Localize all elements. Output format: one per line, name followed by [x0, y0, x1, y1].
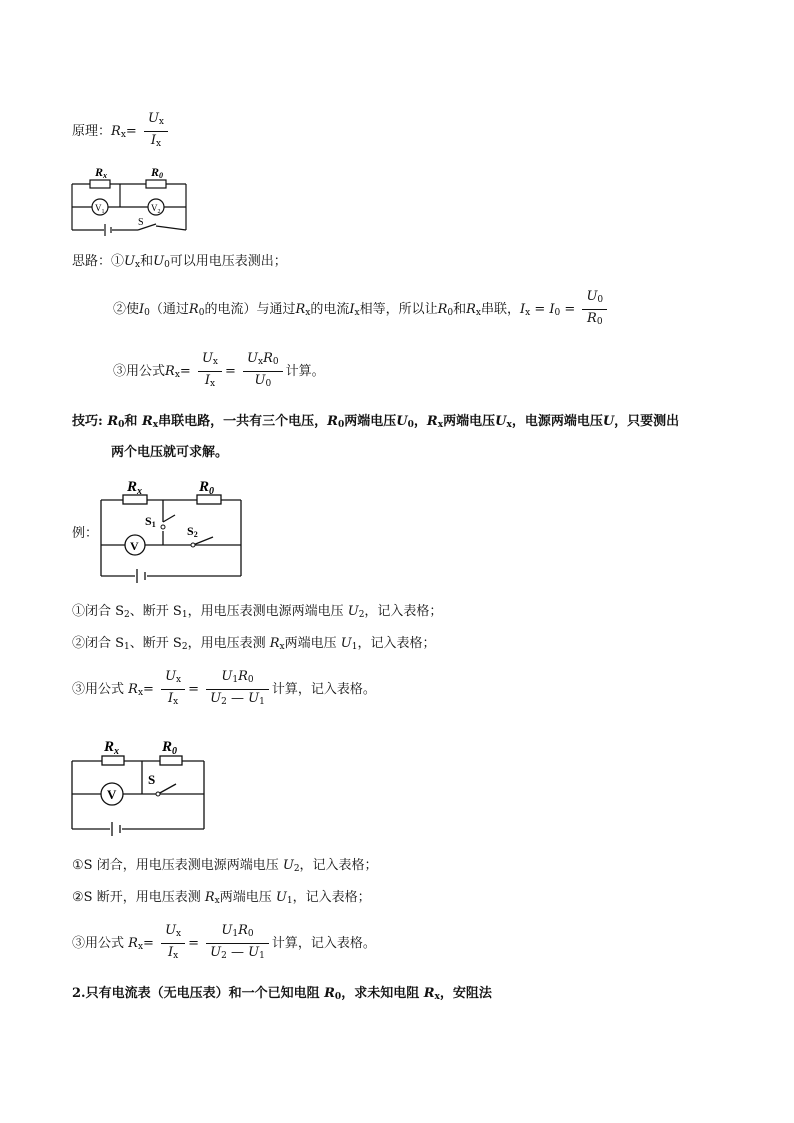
- resistor-rx: [102, 756, 124, 765]
- idea-step-1: 思路：$①U_x$和$U_0$可以用电压表测出；: [72, 254, 287, 270]
- idea-step-2: ②使$I_0$（通过$R_0$的电流）与通过$R_x$的电流$I_x$相等，所以让$R_0$和$R_x$串联，$I_x = I_0$ = $\frac{U_0}{R_0}$: [113, 288, 610, 331]
- circuit-diagram-3: [66, 734, 211, 836]
- section-2-heading: 2.只有电流表（无电压表）和一个已知电阻 $R_0$，求未知电阻 $R_x$，安阻法: [72, 986, 492, 1002]
- resistor-r0: [160, 756, 182, 765]
- idea-step-3: ③用公式$R_x=$ $\frac{U_x}{I_x}$ = $\frac{U_xR_0}{U_0}$ 计算。: [113, 351, 325, 389]
- fraction: $\frac{U_x}{I_x}$: [144, 110, 168, 153]
- ex1-step-2: ②闭合 $S_1$、断开 $S_2$，用电压表测 $R_x$两端电压 $U_1$，记入表格；: [72, 636, 436, 652]
- svg-text:R0: $R_0$: [162, 739, 178, 757]
- principle-formula: 原理：$R_x=$ $\frac{U_x}{I_x}$: [72, 110, 171, 153]
- resistor-r0: [146, 180, 166, 188]
- example-label: 例：: [72, 526, 99, 541]
- ex2-step-1: ①S 闭合，用电压表测电源两端电压 $U_2$，记入表格；: [72, 858, 378, 874]
- svg-text:V1: $V_1$: [95, 203, 105, 215]
- ex1-step-3: ③用公式 $R_x=$ $\frac{U_x}{I_x}$ = $\frac{U_1R_0}{U_2 — U_1}$ 计算，记入表格。: [72, 669, 376, 707]
- svg-text:V2: $V_2$: [151, 203, 161, 215]
- ex2-step-3: ③用公式 $R_x=$ $\frac{U_x}{I_x}$ = $\frac{U_1R_0}{U_2 — U_1}$ 计算，记入表格。: [72, 923, 376, 961]
- svg-text:V: V: [130, 539, 139, 553]
- svg-text:S1: S1: [145, 514, 156, 529]
- svg-text:Rx: $R_x$: [127, 479, 143, 497]
- svg-text:Rx: $R_x$: [104, 739, 120, 757]
- ex1-step-1: ①闭合 $S_2$、断开 $S_1$，用电压表测电源两端电压 $U_2$，记入表格；: [72, 604, 443, 620]
- resistor-rx: [90, 180, 110, 188]
- svg-text:S: S: [138, 217, 144, 228]
- svg-text:R0: $R_0$: [199, 479, 215, 497]
- ex2-step-2: ②S 断开，用电压表测 $R_x$两端电压 $U_1$，记入表格；: [72, 890, 371, 906]
- circuit-diagram-1: [68, 162, 193, 242]
- svg-text:S: S: [148, 772, 156, 787]
- fraction: $\frac{U_0}{R_0}$: [582, 288, 607, 331]
- resistor-rx: [123, 495, 147, 504]
- tip-line-1: 技巧: $R_0$和 $R_x$串联电路，一共有三个电压，$R_0$两端电压$U_0$，$R_x$两端电压$U_x$，电源两端电压U，只要测出: [72, 414, 680, 430]
- svg-text:V: V: [107, 787, 117, 802]
- svg-text:Rx: Rx: [95, 165, 108, 180]
- svg-text:S2: S2: [187, 524, 198, 539]
- svg-text:R0: R0: [151, 165, 164, 180]
- tip-line-2: 两个电压就可求解。: [111, 445, 229, 460]
- circuit-diagram-2: [95, 475, 250, 583]
